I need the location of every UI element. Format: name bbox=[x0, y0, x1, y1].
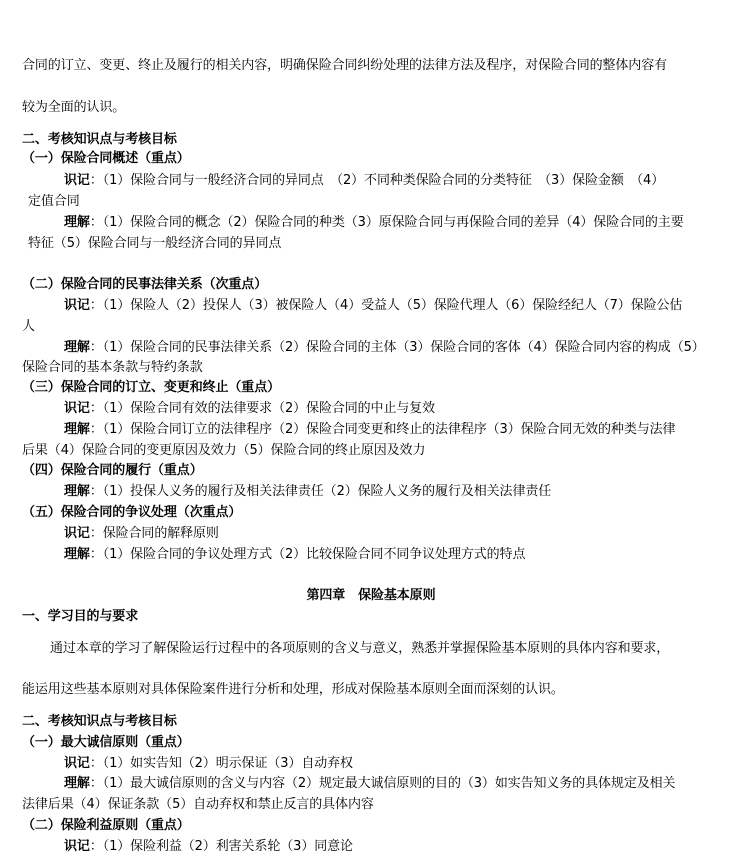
objective-line bbox=[64, 214, 732, 232]
objective-label: 理解 bbox=[64, 547, 90, 562]
section-heading: 二、考核知识点与考核目标 bbox=[22, 132, 177, 147]
chapter-title: 第四章 保险基本原则 bbox=[306, 588, 436, 603]
objective-text: ：（1）投保人义务的履行及相关法律责任（2）保险人义务的履行及相关法律责任 bbox=[89, 484, 552, 499]
objective-text: ：（1）保险合同的民事法律关系（2）保险合同的主体（3）保险合同的客体（4）保险合同内容的构成（5） bbox=[89, 340, 705, 355]
objective-line bbox=[64, 297, 732, 315]
objective-label: 识记 bbox=[64, 839, 90, 854]
objective-line bbox=[64, 172, 732, 190]
objective-text: ：（1）保险利益（2）利害关系轮（3）同意论 bbox=[89, 839, 353, 854]
objective-line bbox=[64, 838, 732, 856]
objective-line: 法律后果（4）保证条款（5）自动弃权和禁止反言的具体内容 bbox=[22, 797, 374, 812]
subsection-title: （五）保险合同的争议处理（次重点） bbox=[22, 505, 242, 520]
objective-line bbox=[64, 546, 732, 564]
objective-text: ：（1）保险合同订立的法律程序（2）保险合同变更和终止的法律程序（3）保险合同无效的种类与法律 bbox=[89, 422, 676, 437]
paragraph-line: 能运用这些基本原则对具体保险案件进行分析和处理，形成对保险基本原则全面而深刻的认识。 bbox=[22, 682, 564, 697]
subsection-title: （一）保险合同概述（重点） bbox=[22, 151, 190, 166]
objective-text: ：保险合同的解释原则 bbox=[89, 526, 219, 541]
objective-line: 定值合同 bbox=[28, 194, 80, 209]
objective-label: 理解 bbox=[64, 776, 90, 791]
subsection-title: （二）保险利益原则（重点） bbox=[22, 818, 190, 833]
paragraph-line: 合同的订立、变更、终止及履行的相关内容，明确保险合同纠纷处理的法律方法及程序，对保险合同的整体内容有 bbox=[22, 58, 668, 73]
objective-label: 理解 bbox=[64, 215, 90, 230]
objective-line: 特征（5）保险合同与一般经济合同的异同点 bbox=[28, 236, 282, 251]
objective-label: 理解 bbox=[64, 422, 90, 437]
paragraph-line: 通过本章的学习了解保险运行过程中的各项原则的含义与意义，熟悉并掌握保险基本原则的具体内容和要求， bbox=[50, 641, 670, 656]
objective-text: ：（1）保险合同的争议处理方式（2）比较保险合同不同争议处理方式的特点 bbox=[89, 547, 526, 562]
objective-label: 识记 bbox=[64, 756, 90, 771]
objective-line bbox=[64, 525, 732, 543]
objective-line bbox=[64, 775, 732, 793]
objective-text: ：（1）如实告知（2）明示保证（3）自动弃权 bbox=[89, 756, 353, 771]
subsection-title: （四）保险合同的履行（重点） bbox=[22, 463, 203, 478]
section-heading: 一、学习目的与要求 bbox=[22, 609, 139, 624]
subsection-title: （三）保险合同的订立、变更和终止（重点） bbox=[22, 380, 281, 395]
objective-label: 理解 bbox=[64, 340, 90, 355]
objective-label: 识记 bbox=[64, 173, 90, 188]
objective-line bbox=[64, 400, 732, 418]
objective-text: ：（1）保险合同的概念（2）保险合同的种类（3）原保险合同与再保险合同的差异（4）保险合同的主要 bbox=[89, 215, 684, 230]
section-heading: 二、考核知识点与考核目标 bbox=[22, 714, 177, 729]
paragraph-line: 较为全面的认识。 bbox=[22, 100, 126, 115]
objective-line: 保险合同的基本条款与特约条款 bbox=[22, 360, 203, 375]
objective-text: ：（1）保险人（2）投保人（3）被保险人（4）受益人（5）保险代理人（6）保险经纪人（7）保险公估 bbox=[89, 298, 683, 313]
objective-line bbox=[64, 755, 732, 773]
objective-line bbox=[64, 421, 732, 439]
objective-line bbox=[64, 483, 732, 501]
objective-line bbox=[64, 339, 732, 357]
objective-text: ：（1）保险合同有效的法律要求（2）保险合同的中止与复效 bbox=[89, 401, 436, 416]
objective-label: 识记 bbox=[64, 526, 90, 541]
subsection-title: （一）最大诚信原则（重点） bbox=[22, 735, 190, 750]
objective-text: ：（1）保险合同与一般经济合同的异同点 （2）不同种类保险合同的分类特征 （3）保险金额 （4） bbox=[89, 173, 665, 188]
objective-label: 识记 bbox=[64, 298, 90, 313]
subsection-title: （二）保险合同的民事法律关系（次重点） bbox=[22, 277, 268, 292]
objective-text: ：（1）最大诚信原则的含义与内容（2）规定最大诚信原则的目的（3）如实告知义务的具体规定及相关 bbox=[89, 776, 676, 791]
objective-label: 理解 bbox=[64, 484, 90, 499]
objective-label: 识记 bbox=[64, 401, 90, 416]
objective-line: 后果（4）保险合同的变更原因及效力（5）保险合同的终止原因及效力 bbox=[22, 443, 426, 458]
objective-line: 人 bbox=[22, 319, 35, 334]
